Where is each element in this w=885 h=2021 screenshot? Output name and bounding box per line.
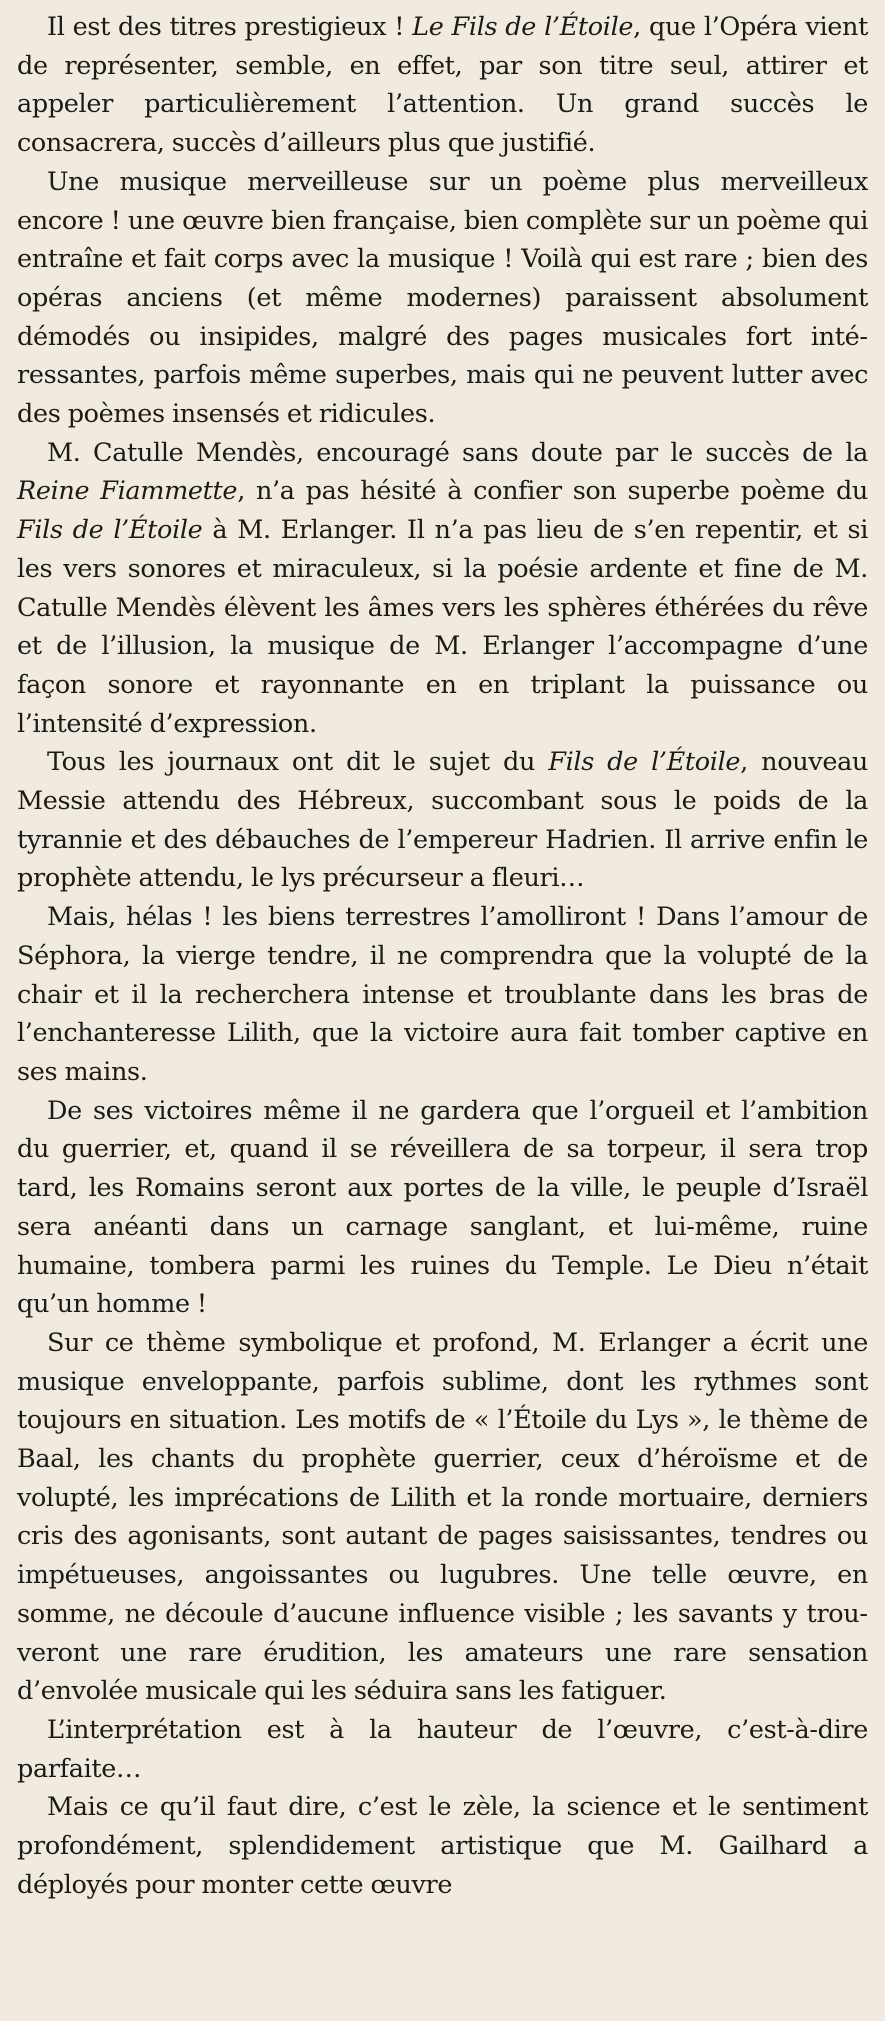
italic-work-title: Fils de l’Étoile bbox=[548, 747, 741, 778]
text-segment: , que l’Opéra vient de représenter, semble, en effet, par son titre seul, attirer et appeler particulièrement l’attention. Un grand succès le consacrera, succès d’ailleurs plus que justifié. bbox=[17, 12, 868, 159]
article-text bbox=[17, 8, 868, 1904]
text-segment: M. Catulle Mendès, encouragé sans doute par le succès de la bbox=[47, 437, 868, 468]
paragraph-5 bbox=[17, 898, 868, 1092]
paragraph-2 bbox=[17, 163, 868, 434]
italic-work-title: Fils de l’Étoile bbox=[17, 515, 203, 546]
text-segment: , n’a pas hésité à confier son superbe poème du bbox=[237, 476, 869, 507]
text-segment: Sur ce thème symbolique et profond, M. Erlanger a écrit une musique enveloppante, parfois sublime, dont les rythmes sont toujours en situation. Les motifs de « l’Étoile du Lys », le thème de Baal, les chants du prophète guerrier, ceux d’héroïsme et de volupté, les imprécations de Lilith et la ronde mortuaire, derniers cris des agonisants, sont autant de pages saisissantes, tendres ou impétueuses, angoissantes ou lugubres. Une telle œuvre, en somme, ne découle d’aucune influence visible ; les savants y trouveront une rare érudition, les amateurs une rare sensation d’envolée musicale qui les séduira sans les fatiguer. bbox=[17, 1327, 868, 1707]
paragraph-3 bbox=[17, 434, 868, 744]
paragraph-9 bbox=[17, 1788, 868, 1904]
paragraph-7 bbox=[17, 1324, 868, 1711]
text-segment: , nouveau Messie attendu des Hébreux, succombant sous le poids de la tyrannie et des débauches de l’empereur Hadrien. Il arrive enfin le prophète attendu, le lys précurseur a fleuri… bbox=[17, 747, 868, 894]
text-segment: à M. Erlanger. Il n’a pas lieu de s’en repentir, et si les vers sonores et miraculeux, si la poésie ardente et fine de M. Catulle Mendès élèvent les âmes vers les sphères éthérées du rêve et de l’illusion, la musique de M. Erlanger l’accompagne d’une façon sonore et rayonnante en en triplant la puissance ou l’intensité d’expression. bbox=[17, 515, 868, 739]
text-segment: Mais, hélas ! les biens terrestres l’amolliront ! Dans l’amour de Séphora, la vierge tendre, il ne comprendra que la volupté de la chair et il la recherchera intense et troublante dans les bras de l’enchanteresse Lilith, que la victoire aura fait tomber captive en ses mains. bbox=[17, 902, 868, 1087]
italic-work-title: Le Fils de l’Étoile bbox=[412, 12, 634, 42]
paragraph-8 bbox=[17, 1711, 868, 1788]
text-segment: Il est des titres prestigieux ! bbox=[47, 12, 413, 42]
paragraph-4 bbox=[17, 743, 868, 898]
text-segment: Tous les journaux ont dit le sujet du bbox=[47, 747, 549, 778]
paragraph-1 bbox=[17, 8, 868, 163]
text-segment: L’interprétation est à la hauteur de l’œuvre, c’est-à-dire parfaite… bbox=[17, 1714, 868, 1784]
text-segment: Une musique merveilleuse sur un poème plus merveilleux encore ! une œuvre bien française, bien complète sur un poème qui entraîne et fait corps avec la musique ! Voilà qui est rare ; bien des opéras anciens (et même modernes) paraissent absolument démodés ou insipides, malgré des pages musicales fort intéressantes, parfois même superbes, mais qui ne peuvent lutter avec des poèmes insensés et ridicules. bbox=[17, 166, 868, 430]
italic-work-title: Reine Fiammette bbox=[17, 476, 238, 507]
text-segment: De ses victoires même il ne gardera que l’orgueil et l’ambition du guerrier, et, quand il se réveillera de sa torpeur, il sera trop tard, les Romains seront aux portes de la ville, le peuple d’Israël sera anéanti dans un carnage sanglant, et lui-même, ruine humaine, tombera parmi les ruines du Temple. Le Dieu n’était qu’un homme ! bbox=[17, 1095, 868, 1320]
text-segment: Mais ce qu’il faut dire, c’est le zèle, la science et le sentiment profondément, splendidement artistique que M. Gailhard a déployés pour monter cette œuvre bbox=[17, 1792, 868, 1900]
paragraph-6 bbox=[17, 1092, 868, 1324]
